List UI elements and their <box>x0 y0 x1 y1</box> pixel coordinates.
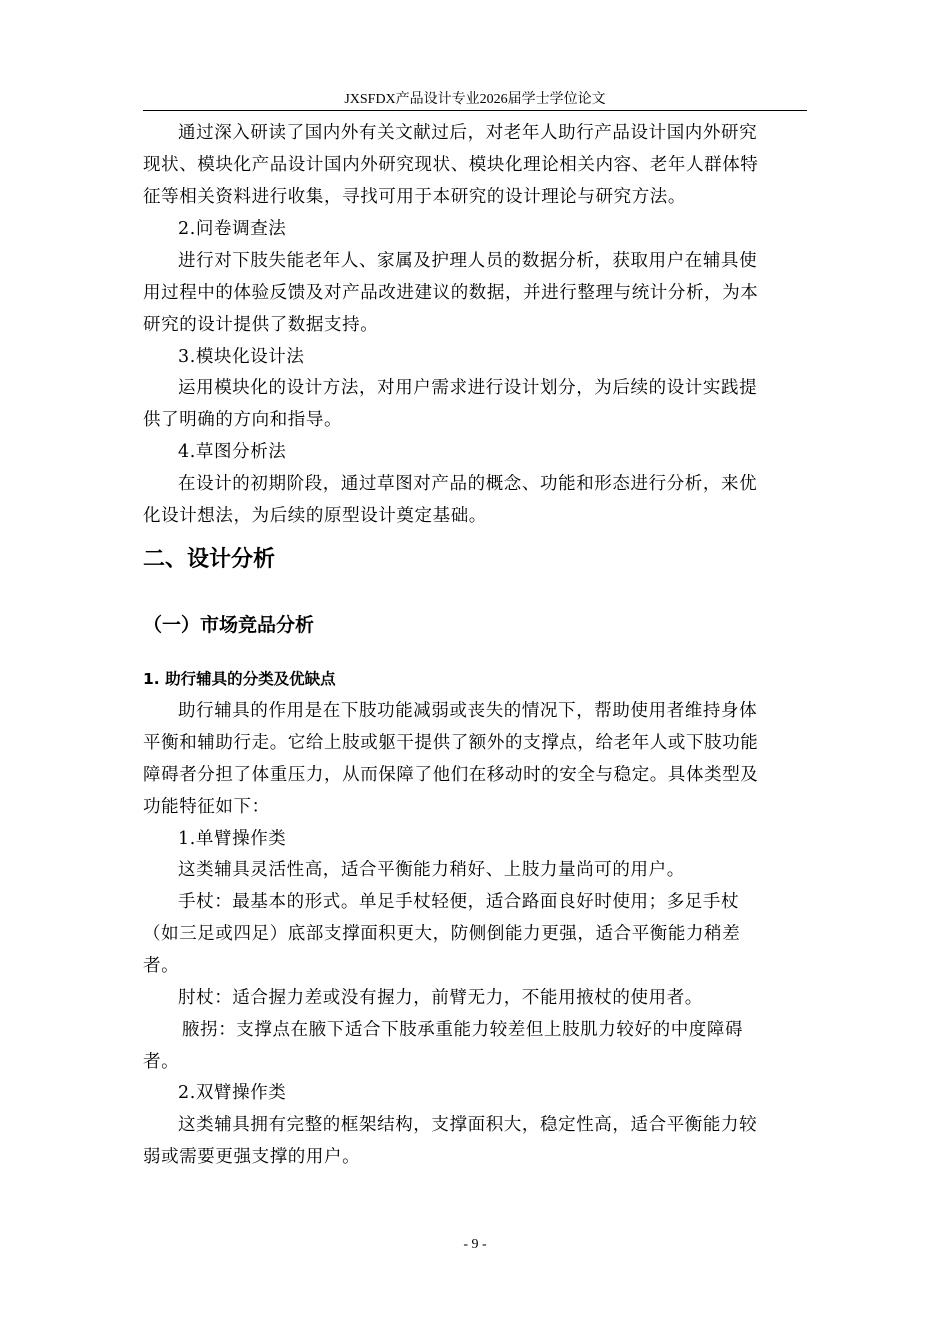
method-heading: 2.问卷调查法 <box>178 219 287 239</box>
paragraph-line: 在设计的初期阶段，通过草图对产品的概念、功能和形态进行分析，来优 <box>178 474 758 494</box>
subsection-title: 1. 助行辅具的分类及优缺点 <box>143 670 336 688</box>
paragraph-line: 弱或需要更强支撑的用户。 <box>143 1147 361 1167</box>
paragraph-line: 这类辅具拥有完整的框架结构，支撑面积大，稳定性高，适合平衡能力较 <box>178 1115 758 1135</box>
paragraph-line: 腋拐：支撑点在腋下适合下肢承重能力较差但上肢肌力较好的中度障碍 <box>182 1020 744 1040</box>
paragraph-line: 功能特征如下： <box>143 797 270 817</box>
method-heading: 3.模块化设计法 <box>178 347 305 367</box>
type-heading: 2.双臂操作类 <box>178 1083 287 1103</box>
section-title: （一）市场竞品分析 <box>143 614 315 636</box>
paragraph-line: 化设计想法，为后续的原型设计奠定基础。 <box>143 506 487 526</box>
paragraph-line: 用过程中的体验反馈及对产品改进建议的数据，并进行整理与统计分析，为本 <box>143 283 759 303</box>
paragraph-line: （如三足或四足）底部支撑面积更大，防侧倒能力更强，适合平衡能力稍差 <box>143 924 741 944</box>
paragraph-line: 研究的设计提供了数据支持。 <box>143 315 379 335</box>
paragraph-line: 通过深入研读了国内外有关文献过后，对老年人助行产品设计国内外研究 <box>178 123 758 143</box>
page-number: - 9 - <box>463 1237 487 1252</box>
paragraph-line: 助行辅具的作用是在下肢功能减弱或丧失的情况下，帮助使用者维持身体 <box>178 701 758 721</box>
paragraph-line: 现状、模块化产品设计国内外研究现状、模块化理论相关内容、老年人群体特 <box>143 155 759 175</box>
paragraph-line: 进行对下肢失能老年人、家属及护理人员的数据分析，获取用户在辅具使 <box>178 251 758 271</box>
paragraph-line: 这类辅具灵活性高，适合平衡能力稍好、上肢力量尚可的用户。 <box>178 860 685 880</box>
paragraph-line: 肘杖：适合握力差或没有握力，前臂无力，不能用掖杖的使用者。 <box>178 988 703 1008</box>
paragraph-line: 手杖：最基本的形式。单足手杖轻便，适合路面良好时使用；多足手杖 <box>178 892 740 912</box>
header-rule <box>143 110 807 111</box>
paragraph-line: 障碍者分担了体重压力，从而保障了他们在移动时的安全与稳定。具体类型及 <box>143 765 759 785</box>
paragraph-line: 供了明确的方向和指导。 <box>143 410 343 430</box>
method-heading: 4.草图分析法 <box>178 442 287 462</box>
paragraph-line: 运用模块化的设计方法，对用户需求进行设计划分，为后续的设计实践提 <box>178 378 758 398</box>
paragraph-line: 者。 <box>143 956 180 976</box>
type-heading: 1.单臂操作类 <box>178 829 287 849</box>
page-header: JXSFDX产品设计专业2026届学士学位论文 <box>344 92 606 107</box>
paragraph-line: 者。 <box>143 1052 180 1072</box>
paragraph-line: 平衡和辅助行走。它给上肢或躯干提供了额外的支撑点，给老年人或下肢功能 <box>143 733 759 753</box>
paragraph-line: 征等相关资料进行收集，寻找可用于本研究的设计理论与研究方法。 <box>143 187 686 207</box>
chapter-title: 二、设计分析 <box>143 547 276 572</box>
